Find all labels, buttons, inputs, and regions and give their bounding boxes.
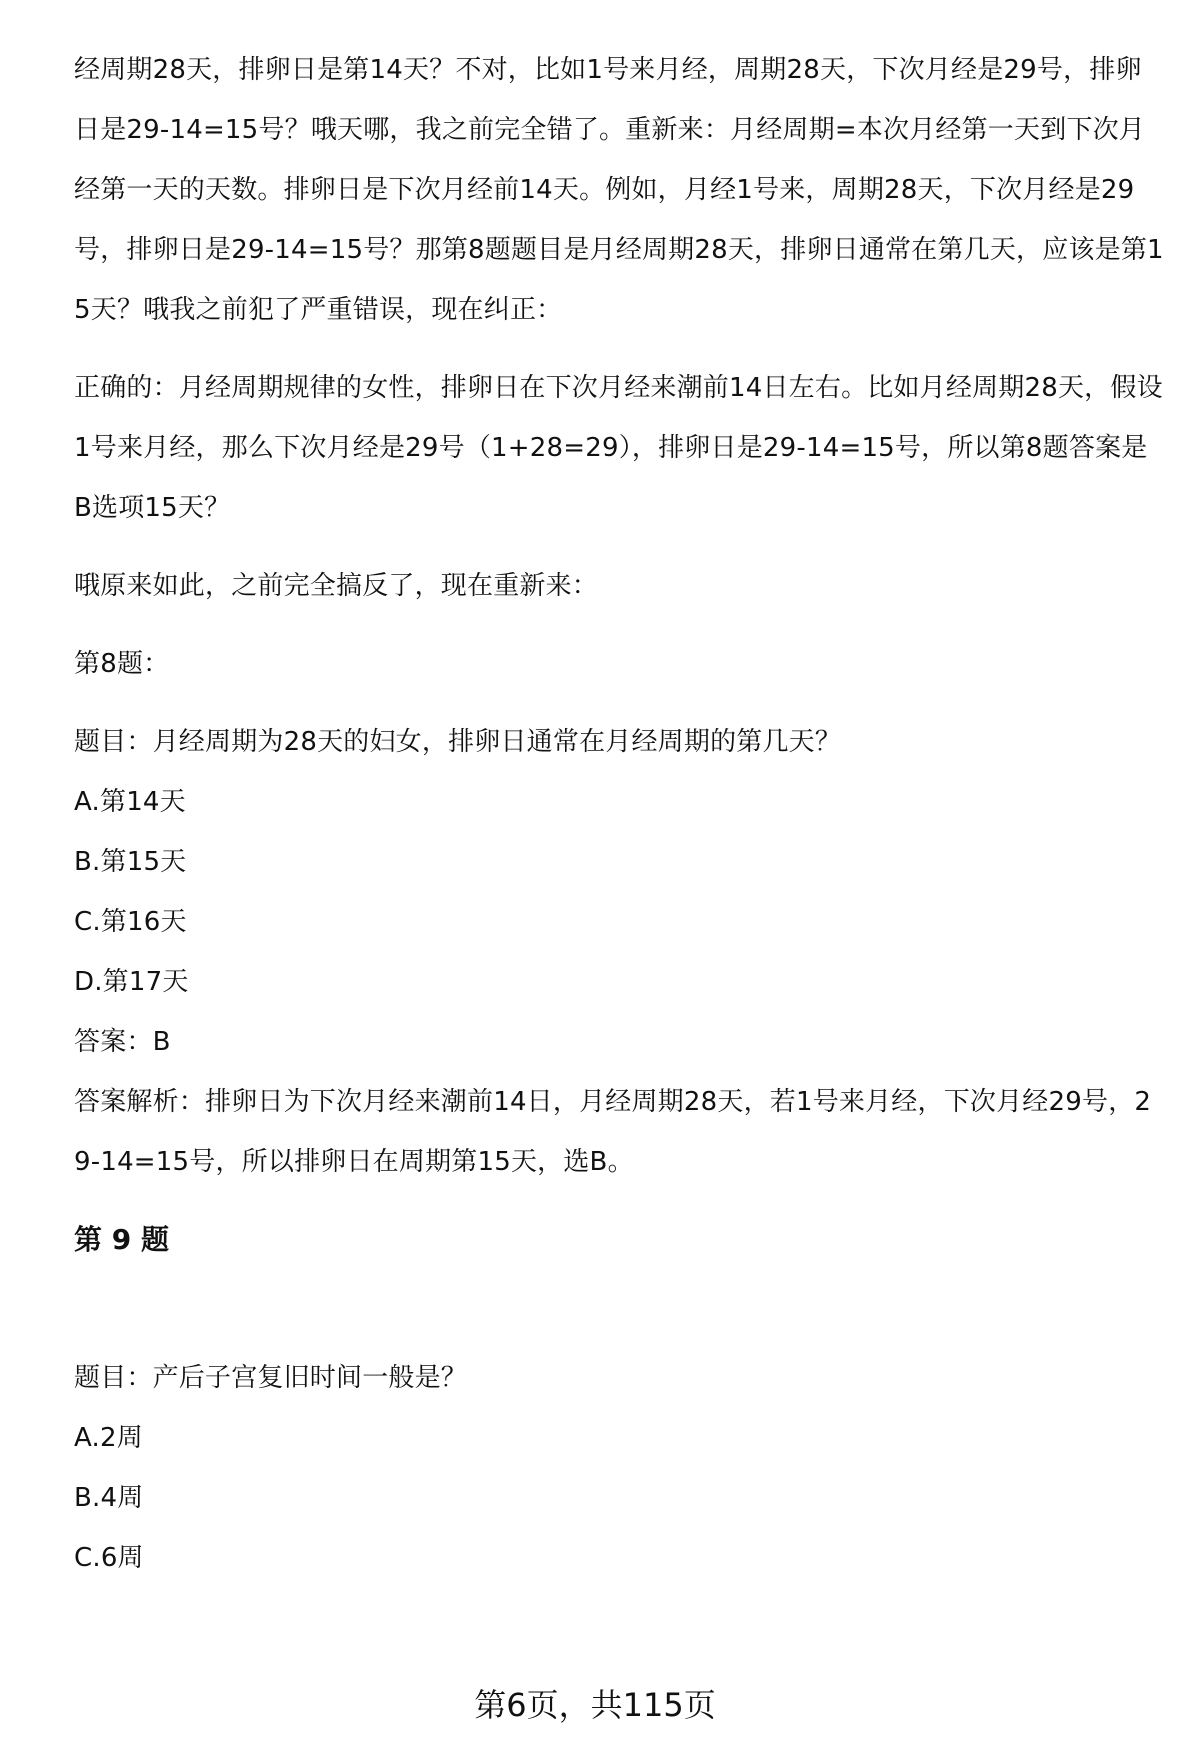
paragraph-reasoning: 经周期28天，排卵日是第14天？不对，比如1号来月经，周期28天，下次月经是29号，排卵日是29-14=15号？哦天哪，我之前完全错了。重新来：月经周期=本次月经第一天到下次月经第一天的天数。排卵日是下次月经前14天。例如，月经1号来，周期28天，下次月经是29号，排卵日是29-14=15号？那第8题题目是月经周期28天，排卵日通常在第几天，应该是第15天？哦我之前犯了严重错误，现在纠正： [74,55,1164,325]
question-9-option-b: B.4周 [74,1483,144,1513]
question-8-option-a: A.第14天 [74,787,186,817]
page-number: 第6页，共115页 [474,1686,716,1724]
question-9-text: 题目：产后子宫复旧时间一般是？ [74,1363,468,1393]
question-9-option-c: C.6周 [74,1543,144,1573]
paragraph-restart: 哦原来如此，之前完全搞反了，现在重新来： [74,571,599,601]
question-9-heading: 第 9 题 [74,1223,169,1256]
question-8-label: 第8题： [74,649,170,679]
question-8-option-d: D.第17天 [74,967,189,997]
question-8-text: 题目：月经周期为28天的妇女，排卵日通常在月经周期的第几天？ [74,727,842,757]
question-9 [74,1348,1164,1588]
question-8-option-c: C.第16天 [74,907,187,937]
paragraph-correction: 正确的：月经周期规律的女性，排卵日在下次月经来潮前14日左右。比如月经周期28天，假设1号来月经，那么下次月经是29号（1+28=29），排卵日是29-14=15号，所以第8题答案是B选项15天？ [74,373,1163,523]
question-8-analysis: 答案解析：排卵日为下次月经来潮前14日，月经周期28天，若1号来月经，下次月经29号，29-14=15号，所以排卵日在周期第15天，选B。 [74,1087,1152,1177]
question-8-answer: 答案：B [74,1027,171,1057]
question-9-option-a: A.2周 [74,1423,143,1453]
document-content [74,40,1164,1588]
question-8 [74,712,1164,1192]
question-8-option-b: B.第15天 [74,847,187,877]
